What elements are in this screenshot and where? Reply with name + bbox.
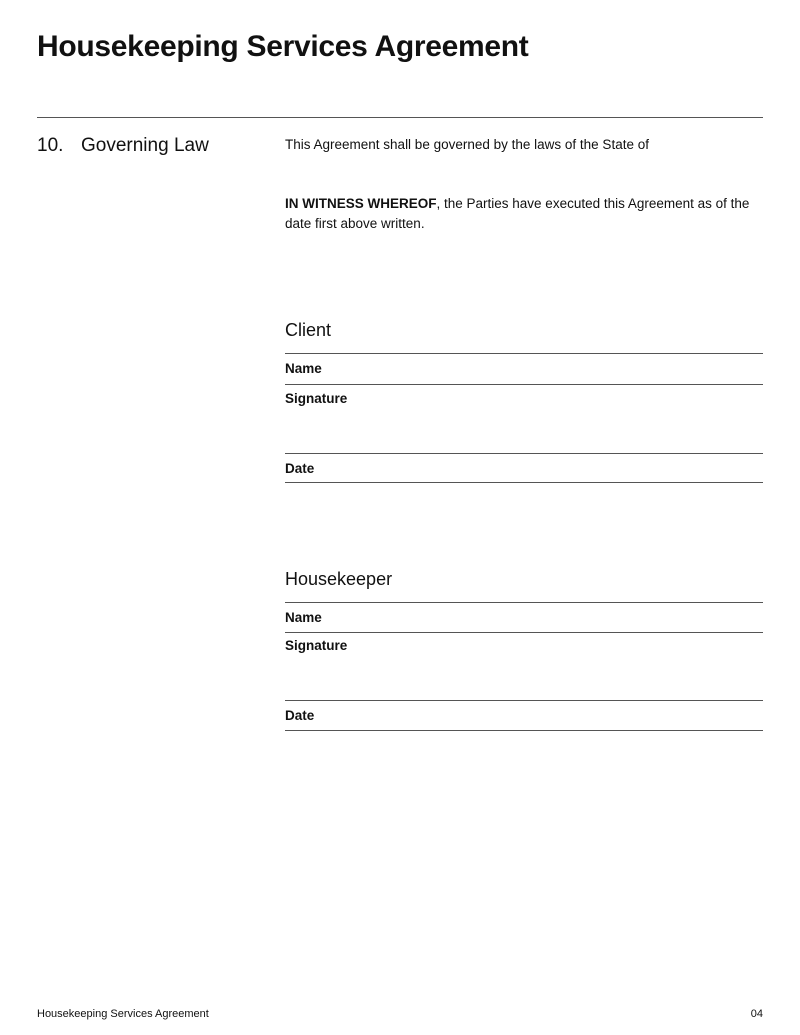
- name-field-label: Name: [285, 361, 322, 376]
- signature-field-label: Signature: [285, 638, 348, 653]
- title-divider: [37, 117, 763, 118]
- date-bottom-rule: [285, 482, 763, 483]
- date-top-rule: [285, 453, 763, 454]
- section-heading: Governing Law: [81, 135, 209, 156]
- witness-clause: [285, 194, 763, 234]
- section-number: 10.: [37, 135, 64, 156]
- date-top-rule: [285, 700, 763, 701]
- name-top-rule: [285, 602, 763, 603]
- party-name: Housekeeper: [285, 569, 393, 589]
- footer-document-title: Housekeeping Services Agreement: [37, 1008, 209, 1020]
- date-field-label: Date: [285, 461, 315, 476]
- page-number: 04: [750, 1008, 763, 1020]
- date-field-label: Date: [285, 708, 315, 723]
- name-field-label: Name: [285, 610, 322, 625]
- signature-top-rule: [285, 384, 763, 385]
- party-name: Client: [285, 320, 332, 340]
- name-top-rule: [285, 353, 763, 354]
- signature-field-label: Signature: [285, 391, 348, 406]
- signature-top-rule: [285, 632, 763, 633]
- date-bottom-rule: [285, 730, 763, 731]
- witness-text: , the Parties have executed this Agreement as of the date first above written.: [285, 196, 750, 231]
- witness-lead: IN WITNESS WHEREOF: [285, 196, 437, 211]
- document-title: Housekeeping Services Agreement: [37, 30, 529, 63]
- section-body: This Agreement shall be governed by the laws of the State of: [285, 137, 649, 152]
